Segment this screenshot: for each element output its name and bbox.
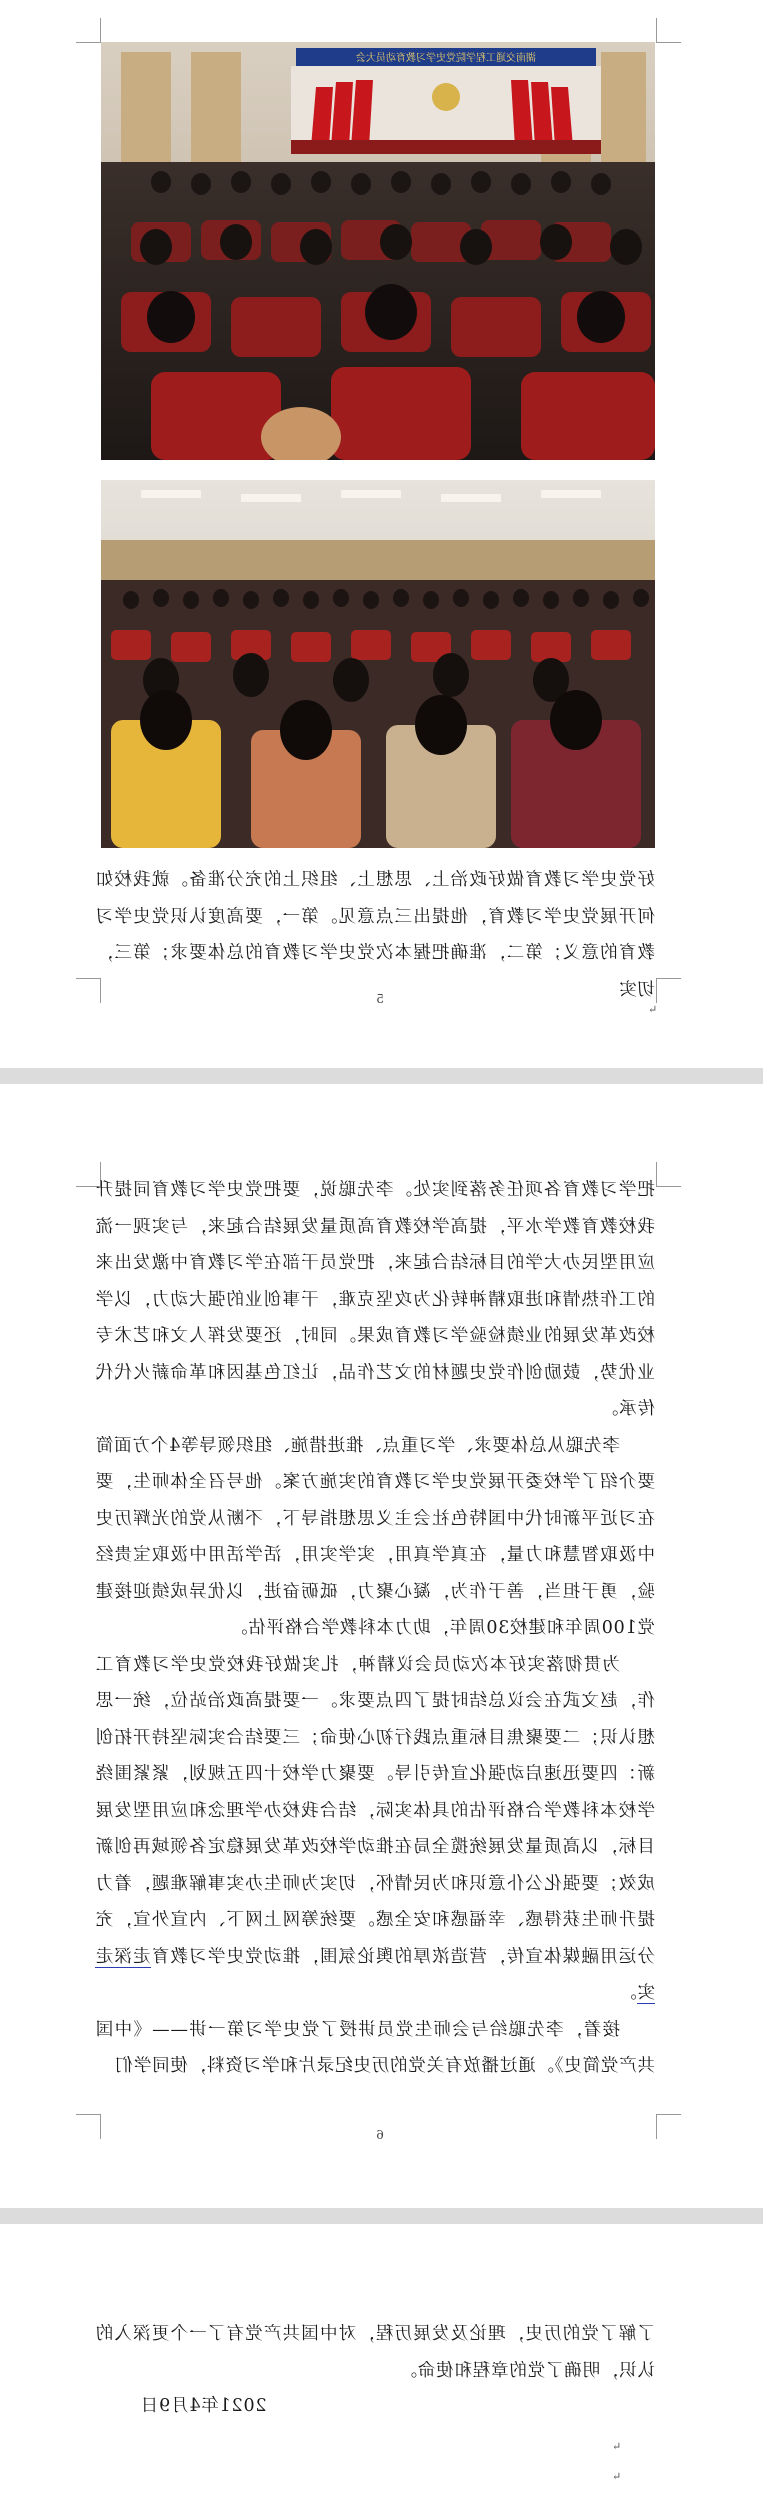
crop-mark bbox=[656, 2114, 681, 2139]
page-number: 6 bbox=[376, 2128, 384, 2142]
body-paragraph: 把学习教育各项任务落到实处。李先聪说，要把党史学习教育同提升我校教育教学水平，提高学校教育高质量发展结合起来，与实现一流应用型民办大学的目标结合起来，把党员干部在学习教育中激发出来的工作热情和进取精神转化为攻坚克难，干事创业的强大动力，以学校改革发展的业绩检验学习教育成果。同时，还要发挥人文和艺术专业优势，鼓励创作党史题材的文艺作品，让红色基因和革命薪火代代传承。 bbox=[95, 1180, 655, 1419]
paragraph-page1 bbox=[95, 862, 655, 1000]
hyperlink-text[interactable]: 走深走实 bbox=[95, 1946, 655, 2003]
crop-mark bbox=[76, 18, 101, 43]
meeting-photo-auditorium bbox=[101, 42, 655, 460]
document-page-2 bbox=[0, 1084, 763, 2208]
crop-mark bbox=[656, 978, 681, 1003]
body-paragraph: 李先聪从总体要求、学习重点、推进措施、组织领导等4个方面简要介绍了学校委开展党史学习教育的实施方案。他号召全体师生，要在习近平新时代中国特色社会主义思想指导下，不断从党的光辉历史中汲取智慧和力量，在真学真用，实学实用，活学活用中汲取宝贵经验，勇于担当，善于作为，凝心聚力，砥砺奋进，以优异成绩迎接建党100周年和建校30周年，助力本科教学合格评估。 bbox=[95, 1435, 655, 1638]
body-paragraph: 好党史学习教育做好政治上、思想上、组织上的充分准备。就我校如何开展党史学习教育，他提出三点意见。第一，要高度认识党史学习教育的意义；第二，准确把握本次党史学习教育的总体要求；第三，切实 bbox=[95, 870, 655, 1000]
document-page-3 bbox=[0, 2224, 763, 2505]
document-date: 2021年4月9日 bbox=[140, 2396, 267, 2416]
body-paragraph-text: 为贯彻落实好本次动员会议精神，扎实做好我校党史学习教育工作，赵文武在会议总结时提了四点要求。一要提高政治站位，统一思想认识；二要聚焦目标重点践行初心使命；三要结合实际坚持开拓创新：四要迅速启动强化宣传引导。要聚力学校十四五规划，紧紧围绕学校本科教学合格评估的具体实际，结合我校办学理念和应用型发展目标，以高质量发展统揽全局在推动学校改革发展稳定各领域再创新成效；要强化公仆意识和为民情怀，切实为师生办实事解难题，着力提升师生获得感、幸福感和安全感。要统筹网上网下、内宣外宣，充分运用融媒体宣传，营造浓厚的舆论氛围，推动党史学习教育走深走实。 bbox=[95, 1654, 655, 2003]
page-number: 5 bbox=[376, 992, 384, 1006]
body-text-page2 bbox=[95, 1172, 655, 2102]
body-text-page3 bbox=[95, 2316, 655, 2396]
body-paragraph-with-link bbox=[95, 1647, 655, 2012]
page-gap bbox=[0, 2208, 763, 2224]
body-paragraph: 了解了党的历史，理论及发展历程，对中国共产党有了一个更深入的认识，明确了党的章程和使命。 bbox=[95, 2324, 655, 2381]
document-page-1 bbox=[0, 0, 763, 1068]
paragraph-mark-icon: ↵ bbox=[648, 1003, 658, 1016]
crop-mark bbox=[656, 18, 681, 43]
paragraph-mark-icon: ↵ bbox=[612, 2440, 622, 2453]
body-paragraph: 接着，李先聪给与会师生党员讲授了党史学习第一讲——《中国共产党简史》。通过播放有关党的历史纪录片和学习资料，使同学们 bbox=[95, 2019, 655, 2076]
page-gap bbox=[0, 1068, 763, 1084]
paragraph-mark-icon: ↵ bbox=[612, 2470, 622, 2483]
auditorium-photo-illustration bbox=[101, 42, 655, 460]
photo-banner-text: 湖南交通工程学院党史学习教育动员大会 bbox=[356, 53, 536, 64]
meeting-photo-lecture-hall bbox=[101, 480, 655, 848]
crop-mark bbox=[76, 2114, 101, 2139]
crop-mark bbox=[656, 1162, 681, 1187]
lecture-hall-photo-illustration bbox=[101, 480, 655, 848]
